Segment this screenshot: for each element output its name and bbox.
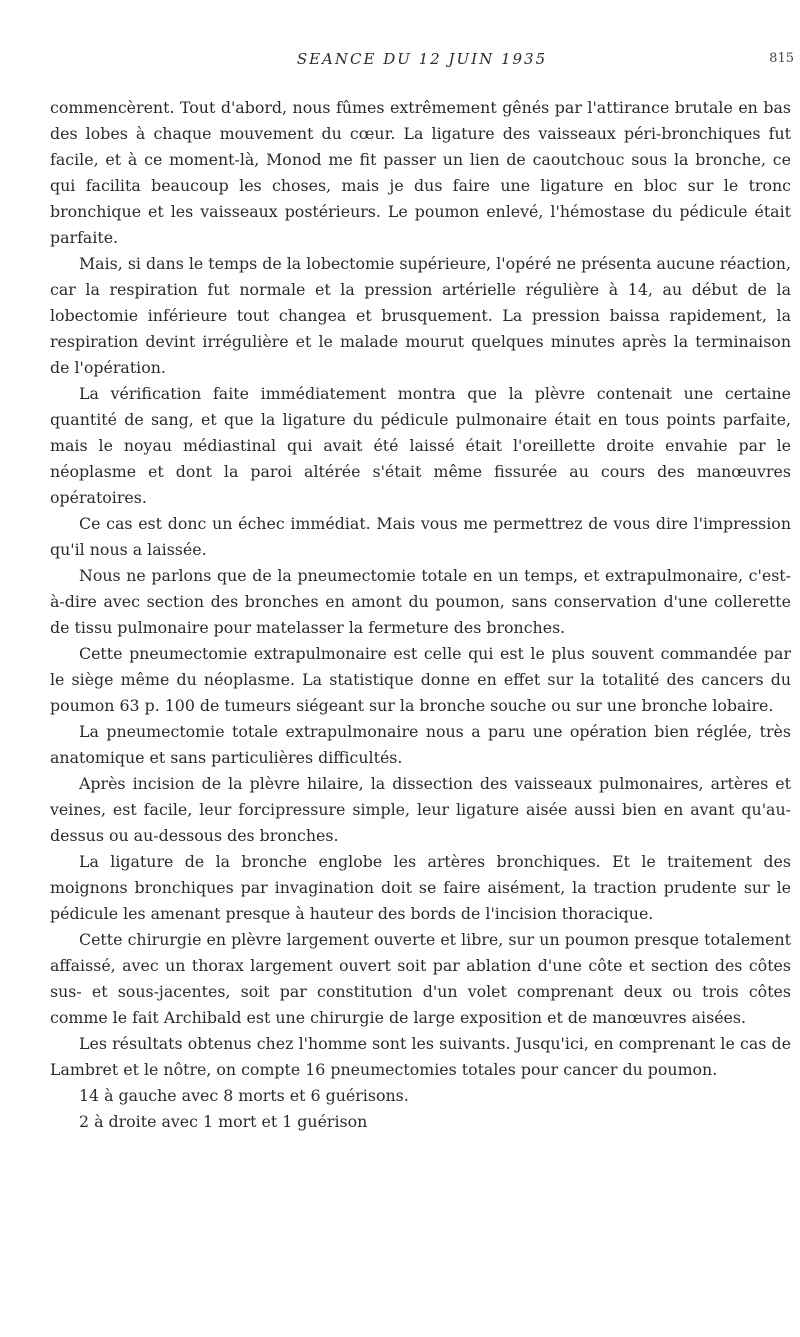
paragraph: La vérification faite immédiatement montra que la plèvre contenait une certaine quantité de sang, et que la ligature du pédicule pulmonaire était en tous points parfaite, mais le noyau médiastinal qui avait été laissé était l'oreillette droite envahie par le néoplasme et dont la paroi altérée s'était même fissurée au cours des manœuvres opératoires.: [50, 384, 791, 507]
page-header: [50, 50, 794, 74]
paragraph: Les résultats obtenus chez l'homme sont les suivants. Jusqu'ici, en comprenant le cas de Lambret et le nôtre, on compte 16 pneumectomies totales pour cancer du poumon.: [50, 1034, 791, 1079]
paragraph: Ce cas est donc un échec immédiat. Mais vous me permettrez de vous dire l'impression qu'il nous a laissée.: [50, 514, 791, 559]
paragraph: Cette pneumectomie extrapulmonaire est celle qui est le plus souvent commandée par le siège même du néoplasme. La statistique donne en effet sur la totalité des cancers du poumon 63 p. 100 de tumeurs siégeant sur la bronche souche ou sur une bronche lobaire.: [50, 644, 791, 715]
paragraph: La pneumectomie totale extrapulmonaire nous a paru une opération bien réglée, très anatomique et sans particulières difficultés.: [50, 722, 791, 767]
paragraph: Mais, si dans le temps de la lobectomie supérieure, l'opéré ne présenta aucune réaction, car la respiration fut normale et la pression artérielle régulière à 14, au début de la lobectomie inférieure tout changea et brusquement. La pression baissa rapidement, la respiration devint irrégulière et le malade mourut quelques minutes après la terminaison de l'opération.: [50, 254, 791, 377]
paragraph: Cette chirurgie en plèvre largement ouverte et libre, sur un poumon presque totalement affaissé, avec un thorax largement ouvert soit par ablation d'une côte et section des côtes sus- et sous-jacentes, soit par constitution d'un volet comprenant deux ou trois côtes comme le fait Archibald est une chirurgie de large exposition et de manœuvres aisées.: [50, 930, 791, 1027]
running-title: SEANCE DU 12 JUIN 1935: [296, 50, 548, 68]
result-line-left: 14 à gauche avec 8 morts et 6 guérisons.: [79, 1086, 409, 1105]
paragraph: La ligature de la bronche englobe les artères bronchiques. Et le traitement des moignons bronchiques par invagination doit se faire aisément, la traction prudente sur le pédicule les amenant presque à hauteur des bords de l'incision thoracique.: [50, 852, 791, 923]
paragraph: Nous ne parlons que de la pneumectomie totale en un temps, et extrapulmonaire, c'est-à-dire avec section des bronches en amont du poumon, sans conservation d'une collerette de tissu pulmonaire pour matelasser la fermeture des bronches.: [50, 566, 791, 637]
result-line-right: 2 à droite avec 1 mort et 1 guérison: [79, 1112, 368, 1131]
paragraph: commencèrent. Tout d'abord, nous fûmes extrêmement gênés par l'attirance brutale en bas des lobes à chaque mouvement du cœur. La ligature des vaisseaux péri-bronchiques fut facile, et à ce moment-là, Monod me fit passer un lien de caoutchouc sous la bronche, ce qui facilita beaucoup les choses, mais je dus faire une ligature en bloc sur le tronc bronchique et les vaisseaux postérieurs. Le poumon enlevé, l'hémostase du pédicule était parfaite.: [50, 98, 791, 247]
page-number: 815: [769, 51, 794, 66]
body-text: [50, 95, 791, 1135]
paragraph: Après incision de la plèvre hilaire, la dissection des vaisseaux pulmonaires, artères et veines, est facile, leur forcipressure simple, leur ligature aisée aussi bien en avant qu'au-dessus ou au-dessous des bronches.: [50, 774, 791, 845]
